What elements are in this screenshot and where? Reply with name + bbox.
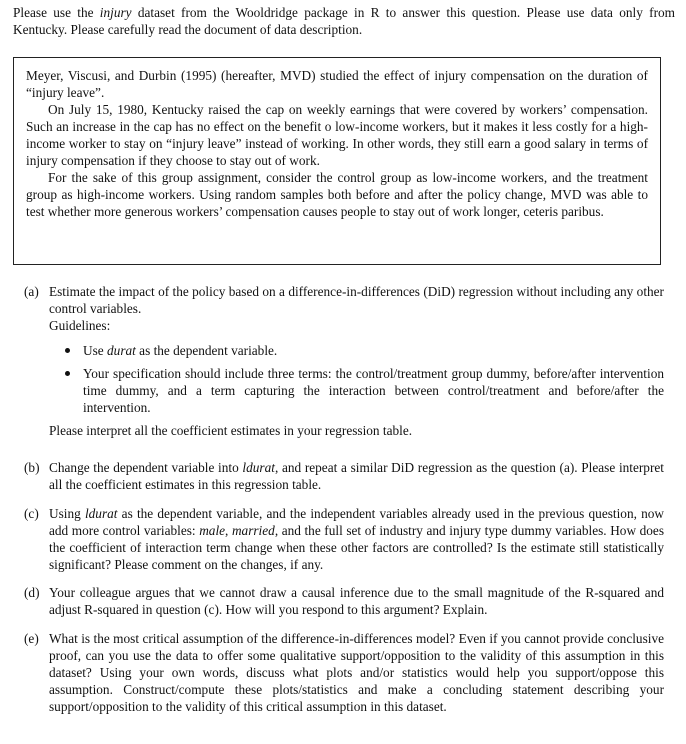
question-label: (b) <box>24 460 40 475</box>
question-label: (d) <box>24 585 40 600</box>
question-e <box>24 630 664 715</box>
variable-name: married <box>231 523 275 538</box>
question-label: (c) <box>24 506 39 521</box>
question-text: Using ldurat as the dependent variable, and the independent variables already used in the previous question, now add more control variables: male, married, and the full set of industry and injury type dummy variables. How does the coefficient of interaction term change when these other factors are controlled? Is the estimate still statistically significant? Please comment on the changes, if any. <box>49 506 664 572</box>
question-text: Your colleague argues that we cannot draw a causal inference due to the small magnitude of the R-squared and adjust R-squared in question (c). How will you respond to this argument? Explain. <box>49 585 664 617</box>
variable-name: male <box>199 523 226 538</box>
data-description-box <box>13 57 661 265</box>
question-text: Change the dependent variable into ldurat, and repeat a similar DiD regression as the question (a). Please interpret all the coefficient estimates in this regression table. <box>49 460 664 492</box>
intro-text: dataset from the Wooldridge package in R to answer this question. Please use data only from Kentucky. Please carefully read the document of data description. <box>13 5 675 37</box>
intro-text: Please use the <box>13 5 100 20</box>
guidelines-list <box>49 342 664 416</box>
intro-paragraph <box>13 4 675 38</box>
question-b <box>24 459 664 493</box>
question-text: What is the most critical assumption of the difference-in-differences model? Even if you cannot provide conclusive proof, can you use the data to offer some qualitative support/opposition to the validity of this assumption in this dataset? Using your own words, discuss what plots and/or statistics would help you support/oppose this assumption. Construct/compute these plots/statistics and make a concluding statement describing your support/opposition to the validity of this critical assumption in this dataset. <box>49 631 664 714</box>
interpret-instruction: Please interpret all the coefficient estimates in your regression table. <box>49 423 413 438</box>
guidelines-heading: Guidelines: <box>49 318 111 333</box>
list-item: Use durat as the dependent variable. <box>49 342 664 359</box>
description-paragraph-1: Meyer, Viscusi, and Durbin (1995) (hereafter, MVD) studied the effect of injury compensation on the duration of “injury leave”. <box>26 68 648 100</box>
variable-name: ldurat <box>84 506 118 521</box>
question-text: Estimate the impact of the policy based on a difference-in-differences (DiD) regression without including any other control variables. <box>49 284 664 316</box>
description-paragraph-3: For the sake of this group assignment, consider the control group as low-income workers, and the treatment group as high-income workers. Using random samples both before and after the policy change, MVD was able to test whether more generous workers’ compensation causes people to stay out of work longer, ceteris paribus. <box>26 170 648 219</box>
question-label: (a) <box>24 284 39 299</box>
question-d <box>24 584 664 618</box>
question-c <box>24 505 664 573</box>
list-item: Your specification should include three terms: the control/treatment group dummy, before/after intervention time dummy, and a term capturing the interaction between control/treatment and before/after the intervention. <box>49 365 664 416</box>
question-a <box>24 283 664 439</box>
question-label: (e) <box>24 631 39 646</box>
bullet-icon <box>65 371 70 376</box>
dataset-name: injury <box>99 5 132 20</box>
description-paragraph-2: On July 15, 1980, Kentucky raised the cap on weekly earnings that were covered by workers’ compensation. Such an increase in the cap has no effect on the benefit o low-income workers, but it makes it less costly for a high-income worker to stay on “injury leave” instead of working. In other words, they still earn a good salary in terms of injury compensation if they choose to stay out of work. <box>26 102 648 168</box>
bullet-icon <box>65 348 70 353</box>
variable-name: durat <box>107 343 136 358</box>
variable-name: ldurat <box>242 460 275 475</box>
